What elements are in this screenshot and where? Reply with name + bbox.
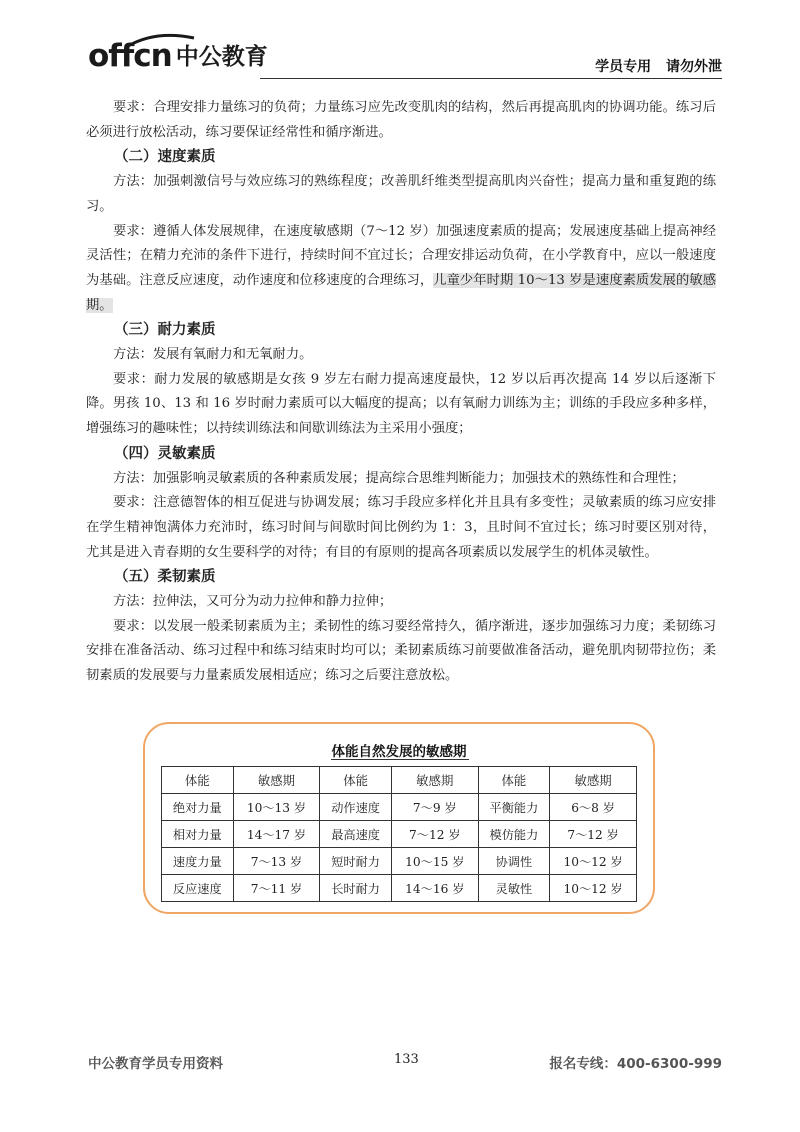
- table-cell: 短时耐力: [320, 848, 392, 875]
- flexibility-method: 方法：拉伸法，又可分为动力拉伸和静力拉伸；: [113, 594, 393, 610]
- footer-hotline: 报名专线：400-6300-999: [549, 1056, 722, 1072]
- logo-chinese-text: 中公教育: [175, 44, 268, 70]
- table-cell: 10～13 岁: [233, 794, 320, 821]
- table-cell: 相对力量: [162, 821, 234, 848]
- table-cell: 6～8 岁: [550, 794, 637, 821]
- table-cell: 7～11 岁: [233, 875, 320, 902]
- table-cell: 最高速度: [320, 821, 392, 848]
- table-cell: 灵敏性: [478, 875, 550, 902]
- header-divider: [260, 78, 722, 79]
- header-cell: 敏感期: [550, 767, 637, 794]
- table-cell: 14～16 岁: [391, 875, 478, 902]
- table-row: [162, 875, 637, 902]
- page-footer: [88, 1052, 722, 1076]
- header-cell: 体能: [320, 767, 392, 794]
- table-cell: 模仿能力: [478, 821, 550, 848]
- flexibility-requirement: 要求：以发展一般柔韧素质为主；柔韧性的练习要经常持久，循序渐进，逐步加强练习力度；柔韧练习安排在准备活动、练习过程中和练习结束时均可以；柔韧素质练习前要做准备活动，避免肌肉韧带拉伤；柔韧素质的发展要与力量素质发展相适应；练习之后要注意放松。: [86, 618, 716, 684]
- agility-requirement: 要求：注意德智体的相互促进与协调发展；练习手段应多样化并且具有多变性；灵敏素质的练习应安排在学生精神饱满体力充沛时，练习时间与间歇时间比例约为 1：3，且时间不宜过长；练习时要区别对待，尤其是进入青春期的女生要科学的对待；有目的有原则的提高各项素质以发展学生的机体灵敏性。: [86, 495, 716, 560]
- page-number: 133: [394, 1052, 419, 1067]
- footer-source: 中公教育学员专用资料: [88, 1056, 223, 1072]
- header-cell: 敏感期: [233, 767, 320, 794]
- highlighted-text: 儿童少年时期 10～13 岁是速度素质发展的敏感期。: [86, 272, 717, 313]
- table-cell: 绝对力量: [162, 794, 234, 821]
- table-cell: 7～9 岁: [391, 794, 478, 821]
- section-heading-endurance: （三）耐力素质: [114, 322, 216, 339]
- endurance-method: 方法：发展有氧耐力和无氧耐力。: [113, 347, 313, 363]
- sensitive-period-card: [143, 722, 655, 914]
- header-cell: 体能: [478, 767, 550, 794]
- table-cell: 动作速度: [320, 794, 392, 821]
- table-row: [162, 794, 637, 821]
- sensitive-period-table: [161, 766, 637, 902]
- header-notice: 学员专用 请勿外泄: [595, 59, 722, 75]
- title-underline: [331, 759, 469, 760]
- table-cell: 10～15 岁: [391, 848, 478, 875]
- section-heading-speed: （二）速度素质: [114, 149, 216, 166]
- endurance-requirement: 要求：耐力发展的敏感期是女孩 9 岁左右耐力提高速度最快，12 岁以后再次提高 14 岁以后逐渐下降。男孩 10、13 和 16 岁时耐力素质可以大幅度的提高；以有氧耐力训练为主；训练的手段应多种多样，增强练习的趣味性；以持续训练法和间歇训练法为主采用小强度；: [86, 371, 716, 437]
- logo-latin-text: offcn: [88, 38, 172, 74]
- page-header: [88, 38, 722, 80]
- speed-requirement: [86, 220, 716, 319]
- strength-requirement: 要求：合理安排力量练习的负荷；力量练习应先改变肌肉的结构，然后再提高肌肉的协调功能。练习后必须进行放松活动，练习要保证经常性和循序渐进。: [86, 100, 716, 140]
- header-cell: 敏感期: [391, 767, 478, 794]
- table-header-row: [162, 767, 637, 794]
- speed-method: 方法：加强刺激信号与效应练习的熟练程度；改善肌纤维类型提高肌肉兴奋性；提高力量和重复跑的练习。: [86, 174, 716, 214]
- table-cell: 协调性: [478, 848, 550, 875]
- section-heading-agility: （四）灵敏素质: [114, 445, 216, 462]
- section-heading-flexibility: （五）柔韧素质: [114, 569, 216, 586]
- table-title: 体能自然发展的敏感期: [331, 744, 467, 760]
- table-row: [162, 821, 637, 848]
- agility-method: 方法：加强影响灵敏素质的各种素质发展；提高综合思维判断能力；加强技术的熟练性和合理性；: [113, 470, 685, 486]
- table-cell: 反应速度: [162, 875, 234, 902]
- speed-requirement-text: 要求：遵循人体发展规律，在速度敏感期（7～12 岁）加强速度素质的提高；发展速度基础上提高神经灵活性；在精力充沛的条件下进行，持续时间不宜过长；合理安排运动负荷，在小学教育中，应以一般速度为基础。注意反应速度，动作速度和位移速度的合理练习，: [86, 223, 716, 288]
- header-cell: 体能: [162, 767, 234, 794]
- table-cell: 7～12 岁: [550, 821, 637, 848]
- table-cell: 10～12 岁: [550, 875, 637, 902]
- offcn-logo: [88, 40, 268, 72]
- main-content: [86, 96, 716, 689]
- table-row: [162, 848, 637, 875]
- table-cell: 14～17 岁: [233, 821, 320, 848]
- table-cell: 7～12 岁: [391, 821, 478, 848]
- table-cell: 平衡能力: [478, 794, 550, 821]
- table-cell: 速度力量: [162, 848, 234, 875]
- table-cell: 长时耐力: [320, 875, 392, 902]
- table-cell: 7～13 岁: [233, 848, 320, 875]
- logo-swoosh-icon: [126, 32, 196, 48]
- table-cell: 10～12 岁: [550, 848, 637, 875]
